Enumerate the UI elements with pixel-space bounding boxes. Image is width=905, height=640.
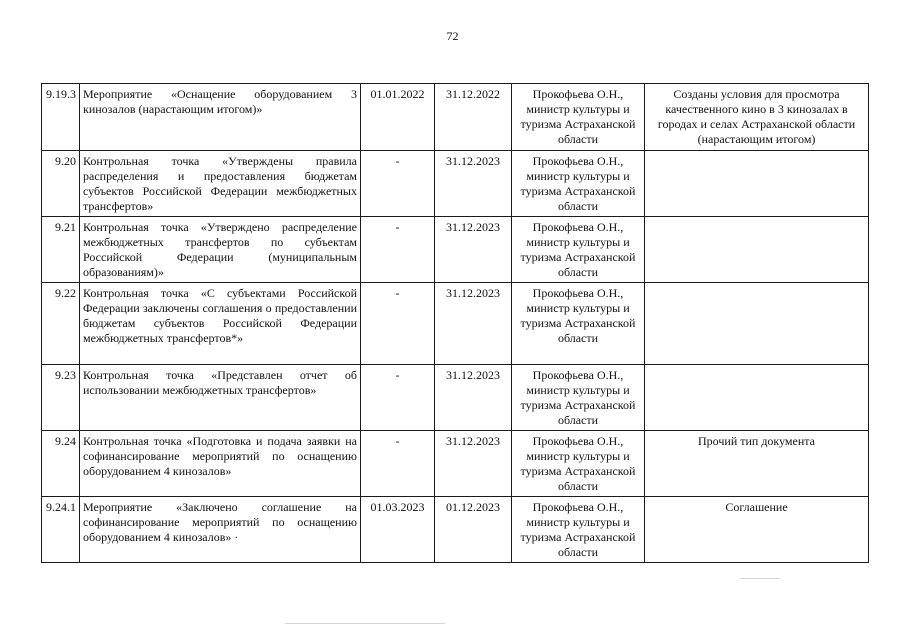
table-row [42,283,869,365]
row-number: 9.22 [42,283,80,365]
page-number: 72 [446,29,459,43]
table-row [42,151,869,217]
responsible-person: Прокофьева О.Н., министр культуры и туризма Астраханской области [512,283,645,365]
result-description: Прочий тип документа [645,431,869,497]
result-description: Соглашение [645,497,869,563]
end-date: 31.12.2022 [435,84,512,151]
end-date: 01.12.2023 [435,497,512,563]
row-number: 9.24.1 [42,497,80,563]
event-name: Мероприятие «Оснащение оборудованием 3 кинозалов (нарастающим итогом)» [80,84,361,151]
row-number: 9.23 [42,365,80,431]
plan-table [41,83,869,563]
end-date: 31.12.2023 [435,217,512,283]
start-date: - [361,283,435,365]
table-row [42,217,869,283]
start-date: 01.01.2022 [361,84,435,151]
row-number: 9.20 [42,151,80,217]
start-date: - [361,151,435,217]
start-date: - [361,365,435,431]
end-date: 31.12.2023 [435,151,512,217]
event-name: Контрольная точка «Представлен отчет об использовании межбюджетных трансфертов» [80,365,361,431]
result-description [645,151,869,217]
start-date: - [361,217,435,283]
table-row [42,365,869,431]
event-name: Контрольная точка «Подготовка и подача заявки на софинансирование мероприятий по оснащению оборудованием 4 кинозалов» [80,431,361,497]
row-number: 9.24 [42,431,80,497]
end-date: 31.12.2023 [435,431,512,497]
result-description [645,217,869,283]
row-number: 9.19.3 [42,84,80,151]
result-description: Созданы условия для просмотра качественного кино в 3 кинозалах в городах и селах Астраханской области (нарастающим итогом) [645,84,869,151]
responsible-person: Прокофьева О.Н., министр культуры и туризма Астраханской области [512,151,645,217]
scan-artifact [740,578,780,579]
responsible-person: Прокофьева О.Н., министр культуры и туризма Астраханской области [512,431,645,497]
event-name: Контрольная точка «Утверждены правила распределения и предоставления бюджетам субъектов Российской Федерации межбюджетных трансфертов» [80,151,361,217]
table-row [42,84,869,151]
result-description [645,283,869,365]
end-date: 31.12.2023 [435,365,512,431]
responsible-person: Прокофьева О.Н., министр культуры и туризма Астраханской области [512,365,645,431]
start-date: 01.03.2023 [361,497,435,563]
event-name: Контрольная точка «Утверждено распределение межбюджетных трансфертов по субъектам Российской Федерации (муниципальным образованиям)» [80,217,361,283]
table-row [42,497,869,563]
row-number: 9.21 [42,217,80,283]
event-name: Мероприятие «Заключено соглашение на софинансирование мероприятий по оснащению оборудованием 4 кинозалов» · [80,497,361,563]
responsible-person: Прокофьева О.Н., министр культуры и туризма Астраханской области [512,84,645,151]
end-date: 31.12.2023 [435,283,512,365]
result-description [645,365,869,431]
table-row [42,431,869,497]
scan-artifact [285,623,445,624]
start-date: - [361,431,435,497]
event-name: Контрольная точка «С субъектами Российской Федерации заключены соглашения о предоставлении бюджетам субъектов Российской Федерации межбюджетных трансфертов*» [80,283,361,365]
responsible-person: Прокофьева О.Н., министр культуры и туризма Астраханской области [512,497,645,563]
responsible-person: Прокофьева О.Н., министр культуры и туризма Астраханской области [512,217,645,283]
